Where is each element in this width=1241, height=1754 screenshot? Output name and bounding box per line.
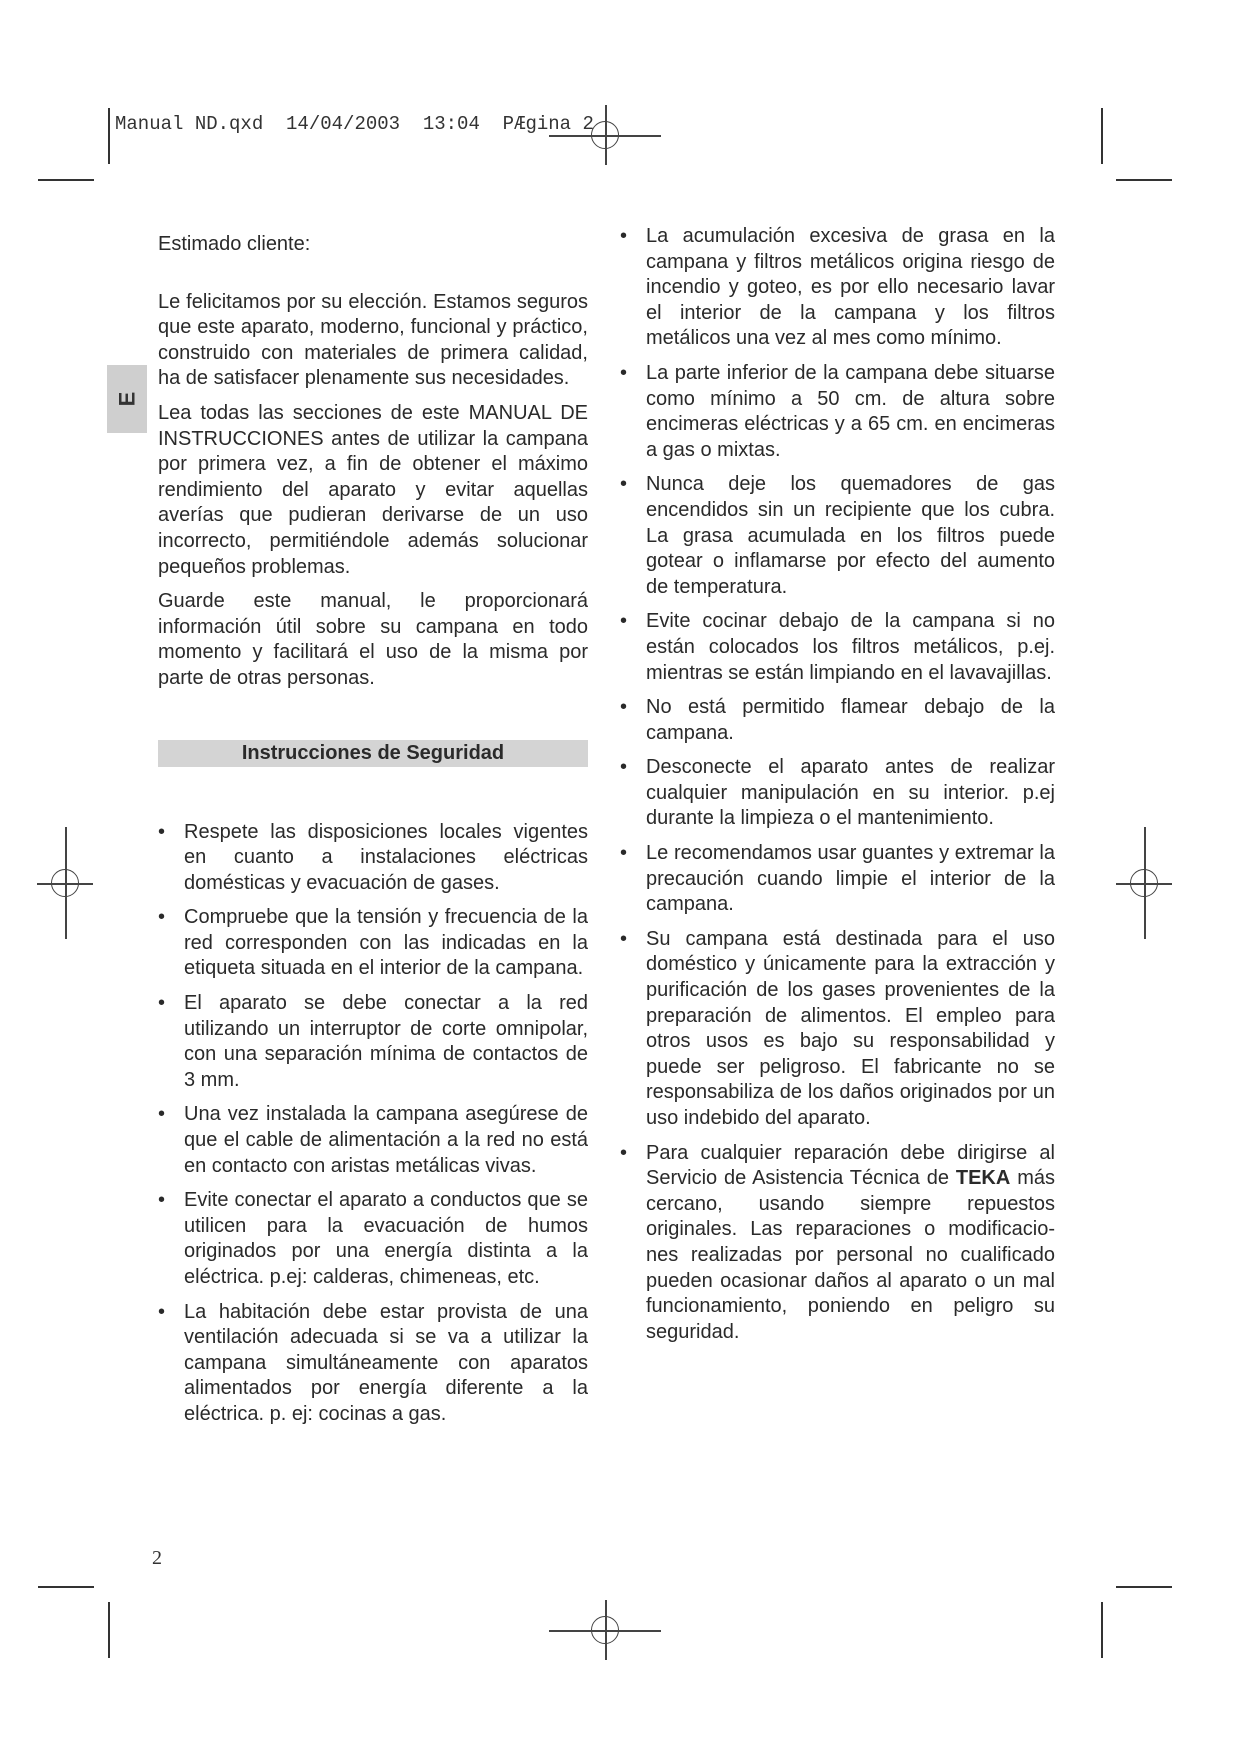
intro-paragraph: Le felicitamos por su elección. Estamos seguros que este aparato, moderno, funcional y práctico, construido con materiales de primera calidad, ha de satisfacer plenamente sus necesidades. xyxy=(158,290,588,390)
language-tab xyxy=(107,365,147,433)
safety-item: • No está permitido flamear debajo de la campana. xyxy=(620,695,1055,746)
crop-mark xyxy=(1101,108,1103,164)
crop-mark xyxy=(38,1586,94,1588)
brand-name: TEKA xyxy=(955,1167,1011,1190)
crop-mark xyxy=(108,1602,110,1658)
safety-item: • Le recomendamos usar guantes y extremar la precaución cuando limpie el interior de la campana. xyxy=(620,841,1055,918)
safety-item: • Nunca deje los quemadores de gas encendidos sin un recipiente que los cubra. La grasa acumulada en los filtros puede gotear o inflamarse por efecto del aumento de temperatura. xyxy=(620,472,1055,600)
safety-item: • Desconecte el aparato antes de realizar cualquier manipulación en su interior. p.ej durante la limpieza o el mantenimiento. xyxy=(620,755,1055,832)
safety-item-repair xyxy=(620,1141,1055,1346)
repair-text-after: más cercano, usando siempre repuestos originales. Las reparaciones o modificacio-nes realizadas por personal no cualificado pueden ocasionar daños al aparato o un mal funcionamiento, poniendo en peligro su seguridad. xyxy=(646,1167,1055,1343)
repair-text-before: Para cualquier reparación debe dirigirse al Servicio de Asistencia Técnica de xyxy=(646,1141,1055,1190)
crop-mark xyxy=(1101,1602,1103,1658)
intro-paragraph: Guarde este manual, le proporcionará información útil sobre su campana en todo momento y facilitará el uso de la misma por parte de otras personas. xyxy=(158,590,588,689)
safety-heading: Instrucciones de Seguridad xyxy=(158,740,588,767)
safety-item: • Compruebe que la tensión y frecuencia de la red corresponden con las indicadas en la etiqueta situada en el interior de la campana. xyxy=(158,905,588,982)
left-column xyxy=(158,232,588,1437)
print-slug: Manual ND.qxd 14/04/2003 13:04 PÆgina 2 xyxy=(115,113,594,135)
crop-mark xyxy=(1116,1586,1172,1588)
crop-mark xyxy=(38,179,94,181)
crop-mark xyxy=(108,108,110,164)
language-tab-label: E xyxy=(114,391,139,407)
safety-list-left xyxy=(158,820,588,1428)
safety-item: • Evite cocinar debajo de la campana si no están colocados los filtros metálicos, p.ej. mientras se están limpiando en el lavavajillas. xyxy=(620,609,1055,686)
safety-item: • La parte inferior de la campana debe situarse como mínimo a 50 cm. de altura sobre encimeras eléctricas y a 65 cm. en encimeras a gas o mixtas. xyxy=(620,361,1055,463)
greeting: Estimado cliente: xyxy=(158,233,311,255)
safety-item: • Evite conectar el aparato a conductos que se utilicen para la evacuación de humos originados por una energía distinta a la eléctrica. p.ej: calderas, chimeneas, etc. xyxy=(158,1188,588,1290)
crop-mark xyxy=(1116,179,1172,181)
safety-item: • La acumulación excesiva de grasa en la campana y filtros metálicos origina riesgo de incendio y goteo, es por ello necesario lavar el interior de la campana y los filtros metálicos una vez al mes como mínimo. xyxy=(620,224,1055,352)
page-number: 2 xyxy=(152,1547,162,1569)
safety-list-right xyxy=(620,224,1055,1345)
safety-item: • Su campana está destinada para el uso doméstico y únicamente para la extracción y purificación de los gases provenientes de la preparación de alimentos. El empleo para otros usos es bajo su responsabilidad y puede ser peligroso. El fabricante no se responsabiliza de los daños originados por un uso indebido del aparato. xyxy=(620,927,1055,1132)
safety-item: • El aparato se debe conectar a la red utilizando un interruptor de corte omnipolar, con una separación mínima de contactos de 3 mm. xyxy=(158,991,588,1093)
safety-item: • La habitación debe estar provista de una ventilación adecuada si se va a utilizar la campana simultáneamente con aparatos alimentados por energía diferente a la eléctrica. p. ej: cocinas a gas. xyxy=(158,1300,588,1428)
safety-item: • Respete las disposiciones locales vigentes en cuanto a instalaciones eléctricas domésticas y evacuación de gases. xyxy=(158,820,588,897)
intro-paragraph: Lea todas las secciones de este MANUAL DE INSTRUCCIONES antes de utilizar la campana por primera vez, a fin de obtener el máximo rendimiento del aparato y evitar aquellas averías que pudieran derivarse de un uso incorrecto, permitiéndole además solucionar pequeños problemas. xyxy=(158,401,588,578)
right-column xyxy=(620,224,1055,1354)
safety-item: • Una vez instalada la campana asegúrese de que el cable de alimentación a la red no está en contacto con aristas metálicas vivas. xyxy=(158,1102,588,1179)
